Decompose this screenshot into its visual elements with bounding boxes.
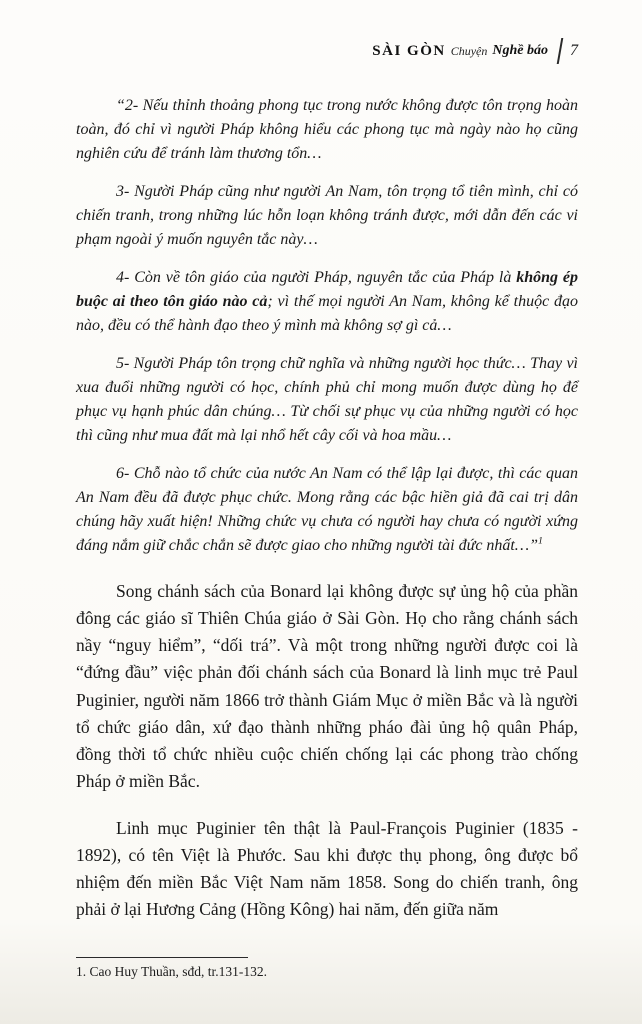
quote-paragraph-3: 3- Người Pháp cũng như người An Nam, tôn trọng tổ tiên mình, chỉ có chiến tranh, trong những lúc hỗn loạn không tránh được, mới dẫn đến các vi phạm ngoài ý muốn nguyên tắc này… — [76, 183, 578, 248]
book-subtitle: Nghề báo — [492, 43, 548, 58]
quote-paragraph-5: 5- Người Pháp tôn trọng chữ nghĩa và những người học thức… Thay vì xua đuổi những người có học, chính phủ chỉ mong muốn được dùng họ để phục vụ hạnh phúc dân chúng… Từ chối sự phục vụ của những người có học thì cũng như mua đất mà lại nhổ hết cây cối và hoa mầu… — [76, 355, 578, 444]
page-content — [76, 94, 578, 924]
quote-6-text: 6- Chỗ nào tổ chức của nước An Nam có thể lập lại được, thì các quan An Nam đều đã được phục chức. Mong rằng các bậc hiền giả đã cai trị dân chúng hãy xuất hiện! Những chức vụ chưa có người hay chưa có người xứng đáng nắm giữ chắc chắn sẽ được giao cho những người tài đức nhất…” — [76, 465, 578, 554]
body-paragraph-1: Song chánh sách của Bonard lại không được sự ủng hộ của phần đông các giáo sĩ Thiên Chúa giáo ở Sài Gòn. Họ cho rằng chánh sách nầy “nguy hiểm”, “dối trá”. Và một trong những người được coi là “đứng đầu” việc phản đối chánh sách của Bonard là linh mục trẻ Paul Puginier, người năm 1866 trở thành Giám Mục ở miền Bắc và là người tổ chức giáo dân, xứ đạo thành những pháo đài ủng hộ quân Pháp, đồng thời tổ chức nhiều cuộc chiến chống lại các phong trào chống Pháp ở miền Bắc. — [76, 581, 578, 791]
header-divider — [557, 38, 564, 64]
page-header — [76, 36, 578, 66]
quote-paragraph-4 — [76, 266, 578, 338]
body-paragraph-2: Linh mục Puginier tên thật là Paul-François Puginier (1835 - 1892), có tên Việt là Phước. Sau khi được thụ phong, ông được bổ nhiệm đến miền Bắc Việt Nam năm 1858. Song do chiến tranh, ông phải ở lại Hương Cảng (Hồng Kông) hai năm, đến giữa năm — [76, 818, 578, 920]
quote-paragraph-6 — [76, 462, 578, 558]
quote-4-emphasis: không ép buộc ai theo tôn giáo nào cả — [76, 269, 578, 310]
footnote-marker: 1 — [538, 535, 543, 547]
quote-4-lead: 4- Còn về tôn giáo của người Pháp, nguyên tắc của Pháp là — [116, 269, 517, 286]
book-title: SÀI GÒN — [372, 42, 446, 59]
quote-4-tail: ; vì thế mọi người An Nam, không kể thuộc đạo nào, đều có thể hành đạo theo ý mình mà không sợ gì cả… — [76, 293, 578, 334]
footnote-text: 1. Cao Huy Thuần, sđd, tr.131-132. — [76, 964, 267, 979]
footnote-rule — [76, 957, 248, 958]
footnote-area — [76, 957, 578, 980]
page-number: 7 — [570, 42, 578, 59]
quote-paragraph-2: “2- Nếu thỉnh thoảng phong tục trong nước không được tôn trọng hoàn toàn, đó chỉ vì người Pháp không hiểu các phong tục mà ngày nào họ cũng nghiên cứu để tránh làm thương tổn… — [76, 97, 578, 162]
book-subtitle-script: Chuyện — [450, 43, 488, 58]
